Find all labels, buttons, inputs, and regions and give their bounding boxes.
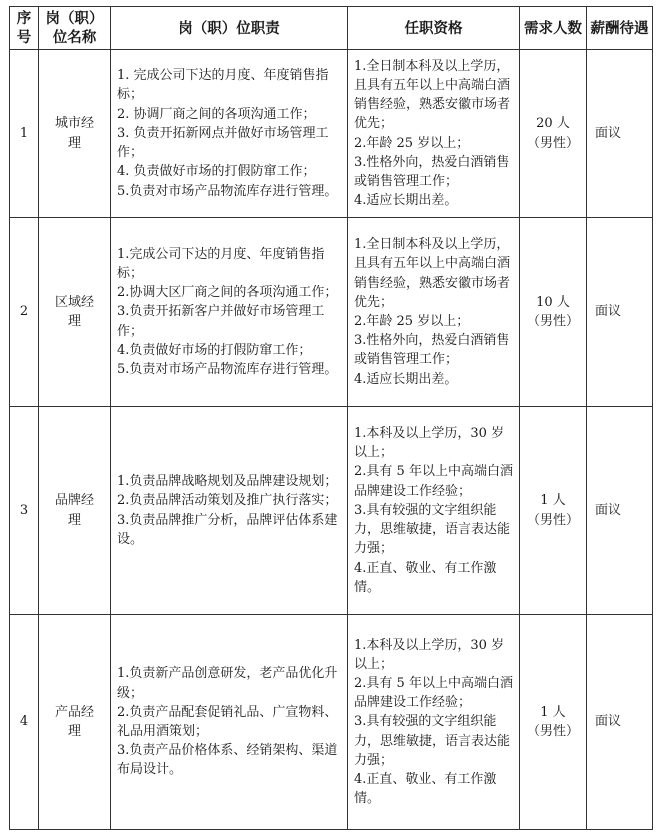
headcount bbox=[520, 615, 587, 830]
position-title: 城市经理 bbox=[39, 50, 111, 218]
position-title: 品牌经理 bbox=[39, 407, 111, 615]
requirement-item: 4.正直、敬业、有工作激情。 bbox=[354, 560, 497, 595]
position-duties bbox=[111, 218, 348, 407]
position-duties bbox=[111, 407, 348, 615]
duty-item: 2.负责产品配套促销礼品、广宣物料、礼品用酒策划； bbox=[117, 704, 338, 739]
table-row bbox=[10, 615, 653, 830]
requirement-item: 2.具有 5 年以上中高端白酒品牌建设工作经验； bbox=[354, 675, 513, 711]
position-duties bbox=[111, 615, 348, 830]
salary: 面议 bbox=[587, 218, 653, 407]
header-count: 需求人数 bbox=[520, 7, 587, 50]
duty-item: 1.完成公司下达的月度、年度销售指标； bbox=[117, 246, 325, 281]
requirement-item: 1.全日制本科及以上学历，且具有五年以上中高端白酒销售经验，熟悉安徽市场者优先； bbox=[354, 237, 511, 310]
requirement-item: 3.性格外向，热爱白酒销售或销售管理工作； bbox=[354, 333, 510, 368]
duty-item: 3. 负责开拓新网点并做好市场管理工作； bbox=[117, 125, 329, 161]
row-number: 2 bbox=[10, 218, 39, 407]
headcount-gender: （男性） bbox=[526, 512, 579, 528]
position-requirements bbox=[348, 615, 520, 830]
requirement-item: 3.性格外向，热爱白酒销售或销售管理工作； bbox=[354, 154, 510, 189]
header-pay: 薪酬待遇 bbox=[587, 7, 653, 50]
requirement-item: 1.全日制本科及以上学历，且具有五年以上中高端白酒销售经验，熟悉安徽市场者优先； bbox=[354, 58, 511, 132]
requirement-item: 2.年龄 25 岁以上； bbox=[354, 135, 470, 151]
row-number: 4 bbox=[10, 615, 39, 830]
position-requirements bbox=[348, 218, 520, 407]
salary: 面议 bbox=[587, 407, 653, 615]
duty-item: 1. 完成公司下达的月度、年度销售指标； bbox=[117, 68, 329, 103]
headcount-gender: （男性） bbox=[526, 724, 579, 739]
requirement-item: 3.具有较强的文字组织能力，思维敏捷，语言表达能力强； bbox=[354, 502, 511, 557]
headcount-number: 1 人 bbox=[540, 704, 566, 720]
requirement-item: 4.适应长期出差。 bbox=[354, 371, 458, 387]
duty-item: 1.负责品牌战略规划及品牌建设规划； bbox=[117, 474, 338, 490]
duty-item: 4.负责做好市场的打假防窜工作； bbox=[117, 342, 312, 358]
position-requirements bbox=[348, 50, 520, 218]
duty-item: 2.协调大区厂商之间的各项沟通工作； bbox=[117, 285, 338, 301]
header-duties: 岗（职）位职责 bbox=[111, 7, 348, 50]
duty-item: 2.负责品牌活动策划及推广执行落实； bbox=[117, 493, 338, 509]
headcount bbox=[520, 50, 587, 218]
requirement-item: 1.本科及以上学历，30 岁以上； bbox=[354, 426, 505, 461]
headcount bbox=[520, 218, 587, 407]
duty-item: 5.负责对市场产品物流库存进行管理。 bbox=[117, 183, 338, 199]
duty-item: 3.负责产品价格体系、经销架构、渠道布局设计。 bbox=[117, 743, 338, 778]
requirement-item: 4.正直、敬业、有工作激情。 bbox=[354, 772, 497, 807]
headcount-number: 1 人 bbox=[540, 493, 566, 509]
header-requirements: 任职资格 bbox=[348, 7, 520, 50]
salary: 面议 bbox=[587, 615, 653, 830]
header-row bbox=[10, 7, 653, 50]
requirement-item: 1.本科及以上学历，30 岁以上； bbox=[354, 637, 505, 672]
duty-item: 1.负责新产品创意研发，老产品优化升级； bbox=[117, 666, 338, 701]
row-number: 3 bbox=[10, 407, 39, 615]
header-title: 岗（职）位名称 bbox=[39, 7, 111, 50]
position-title: 产品经理 bbox=[39, 615, 111, 830]
requirement-item: 3.具有较强的文字组织能力，思维敏捷，语言表达能力强； bbox=[354, 714, 511, 768]
duty-item: 2. 协调厂商之间的各项沟通工作； bbox=[117, 106, 316, 122]
headcount-number: 20 人 bbox=[536, 116, 570, 132]
headcount-number: 10 人 bbox=[536, 294, 570, 310]
requirement-item: 2.具有 5 年以上中高端白酒品牌建设工作经验； bbox=[354, 464, 513, 499]
position-duties bbox=[111, 50, 348, 218]
job-table-container bbox=[9, 6, 652, 830]
position-requirements bbox=[348, 407, 520, 615]
requirement-item: 2.年龄 25 岁以上； bbox=[354, 314, 470, 329]
header-no: 序号 bbox=[10, 7, 39, 50]
row-number: 1 bbox=[10, 50, 39, 218]
headcount bbox=[520, 407, 587, 615]
table-row bbox=[10, 218, 653, 407]
salary: 面议 bbox=[587, 50, 653, 218]
table-row bbox=[10, 50, 653, 218]
headcount-gender: （男性） bbox=[526, 135, 579, 151]
duty-item: 5.负责对市场产品物流库存进行管理。 bbox=[117, 362, 338, 377]
duty-item: 3.负责品牌推广分析，品牌评估体系建设。 bbox=[117, 512, 338, 547]
duty-item: 4. 负责做好市场的打假防窜工作； bbox=[117, 164, 316, 180]
table-row bbox=[10, 407, 653, 615]
headcount-gender: （男性） bbox=[526, 314, 579, 329]
requirement-item: 4.适应长期出差。 bbox=[354, 193, 458, 209]
position-title: 区域经理 bbox=[39, 218, 111, 407]
duty-item: 3.负责开拓新客户并做好市场管理工作； bbox=[117, 304, 325, 339]
job-requirements-table bbox=[9, 6, 653, 830]
